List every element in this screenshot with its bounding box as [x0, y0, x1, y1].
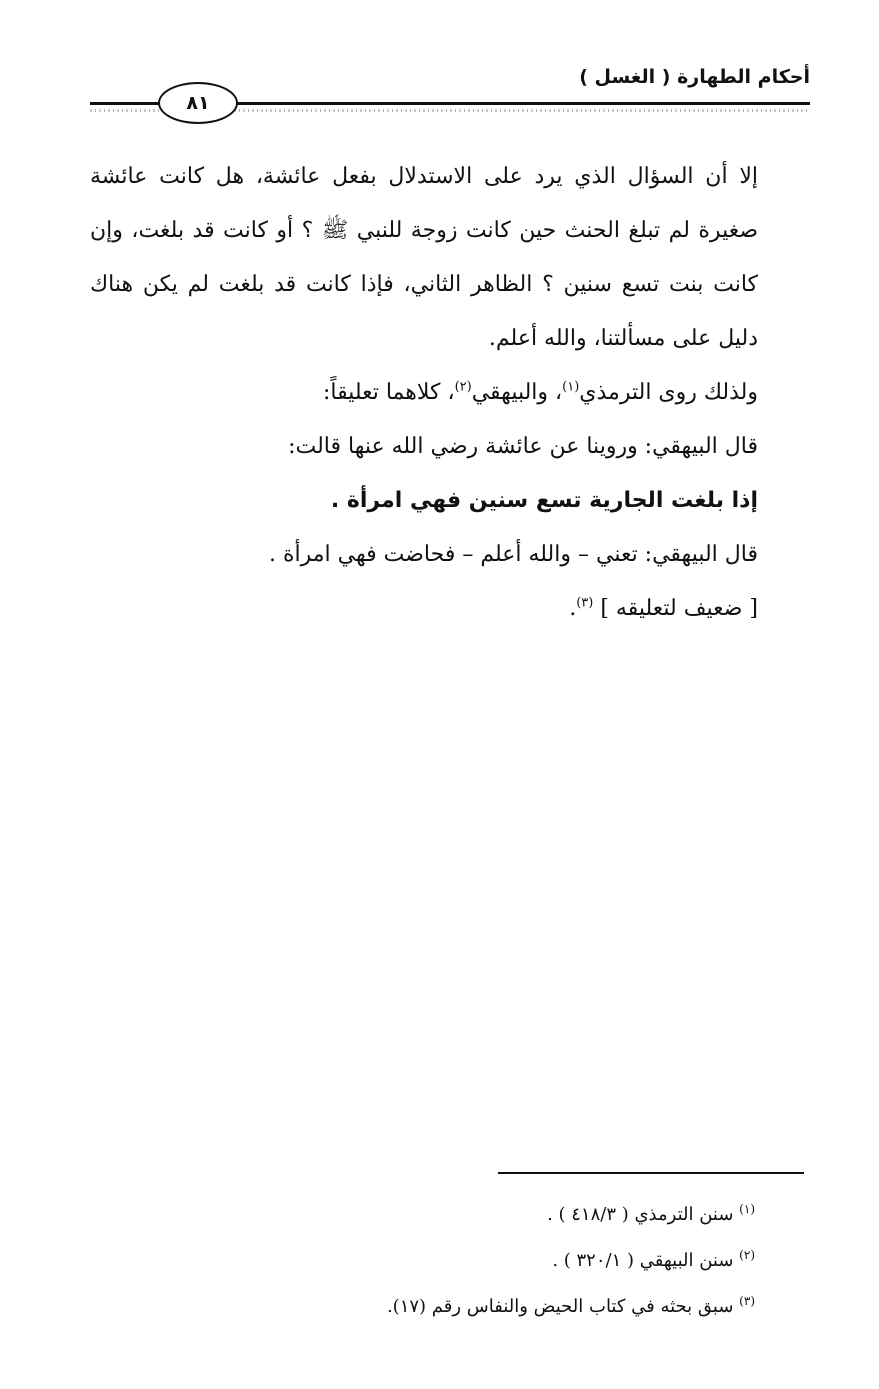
footnote-2-text: سنن البيهقي ( ٣٢٠/١ ) . [552, 1250, 734, 1271]
footnote-ref-2[interactable]: (٢) [454, 379, 472, 395]
footnotes [300, 1192, 755, 1330]
quote-intro: قال البيهقي: وروينا عن عائشة رضي الله عنها قالت: [288, 434, 758, 459]
grading-text: [ ضعيف لتعليقه ] [600, 596, 758, 621]
narration-intro-part1: ولذلك روى الترمذي [579, 380, 758, 405]
footnote-3-number: (٣) [739, 1294, 755, 1308]
footnote-3-text: سبق بحثه في كتاب الحيض والنفاس رقم (١٧). [386, 1296, 734, 1317]
narration-intro-part2: ، والبيهقي [471, 380, 563, 405]
footnote-ref-1[interactable]: (١) [562, 379, 580, 395]
footnote-1-number: (١) [739, 1202, 755, 1216]
footnote-1 [300, 1192, 755, 1238]
page-number-badge: ٨١ [158, 82, 238, 124]
footnote-2-number: (٢) [739, 1248, 755, 1262]
grading-end: . [569, 596, 577, 621]
footnote-3 [300, 1284, 755, 1330]
running-title: أحكام الطهارة ( الغسل ) [579, 66, 810, 88]
grading [90, 582, 808, 636]
hadith-text: إذا بلغت الجارية تسع سنين فهي امرأة . [330, 488, 758, 513]
footnote-2 [300, 1238, 755, 1284]
narration-intro [90, 366, 808, 420]
footnote-ref-3[interactable]: (٣) [576, 595, 594, 611]
narration-intro-part3: ، كلاهما تعليقاً: [322, 380, 455, 405]
footnote-separator [498, 1172, 804, 1174]
explanation: قال البيهقي: تعني – والله أعلم – فحاضت فهي امرأة . [268, 542, 758, 567]
main-text [90, 150, 808, 636]
footnote-1-text: سنن الترمذي ( ٤١٨/٣ ) . [547, 1204, 734, 1225]
page-header [90, 60, 810, 120]
paragraph-1: إلا أن السؤال الذي يرد على الاستدلال بفعل عائشة، هل كانت عائشة صغيرة لم تبلغ الحنث حين كانت زوجة للنبي ﷺ ؟ أو كانت قد بلغت، وإن كانت بنت تسع سنين ؟ الظاهر الثاني، فإذا كانت قد بلغت لم يكن هناك دليل على مسألتنا، والله أعلم. [90, 164, 758, 351]
